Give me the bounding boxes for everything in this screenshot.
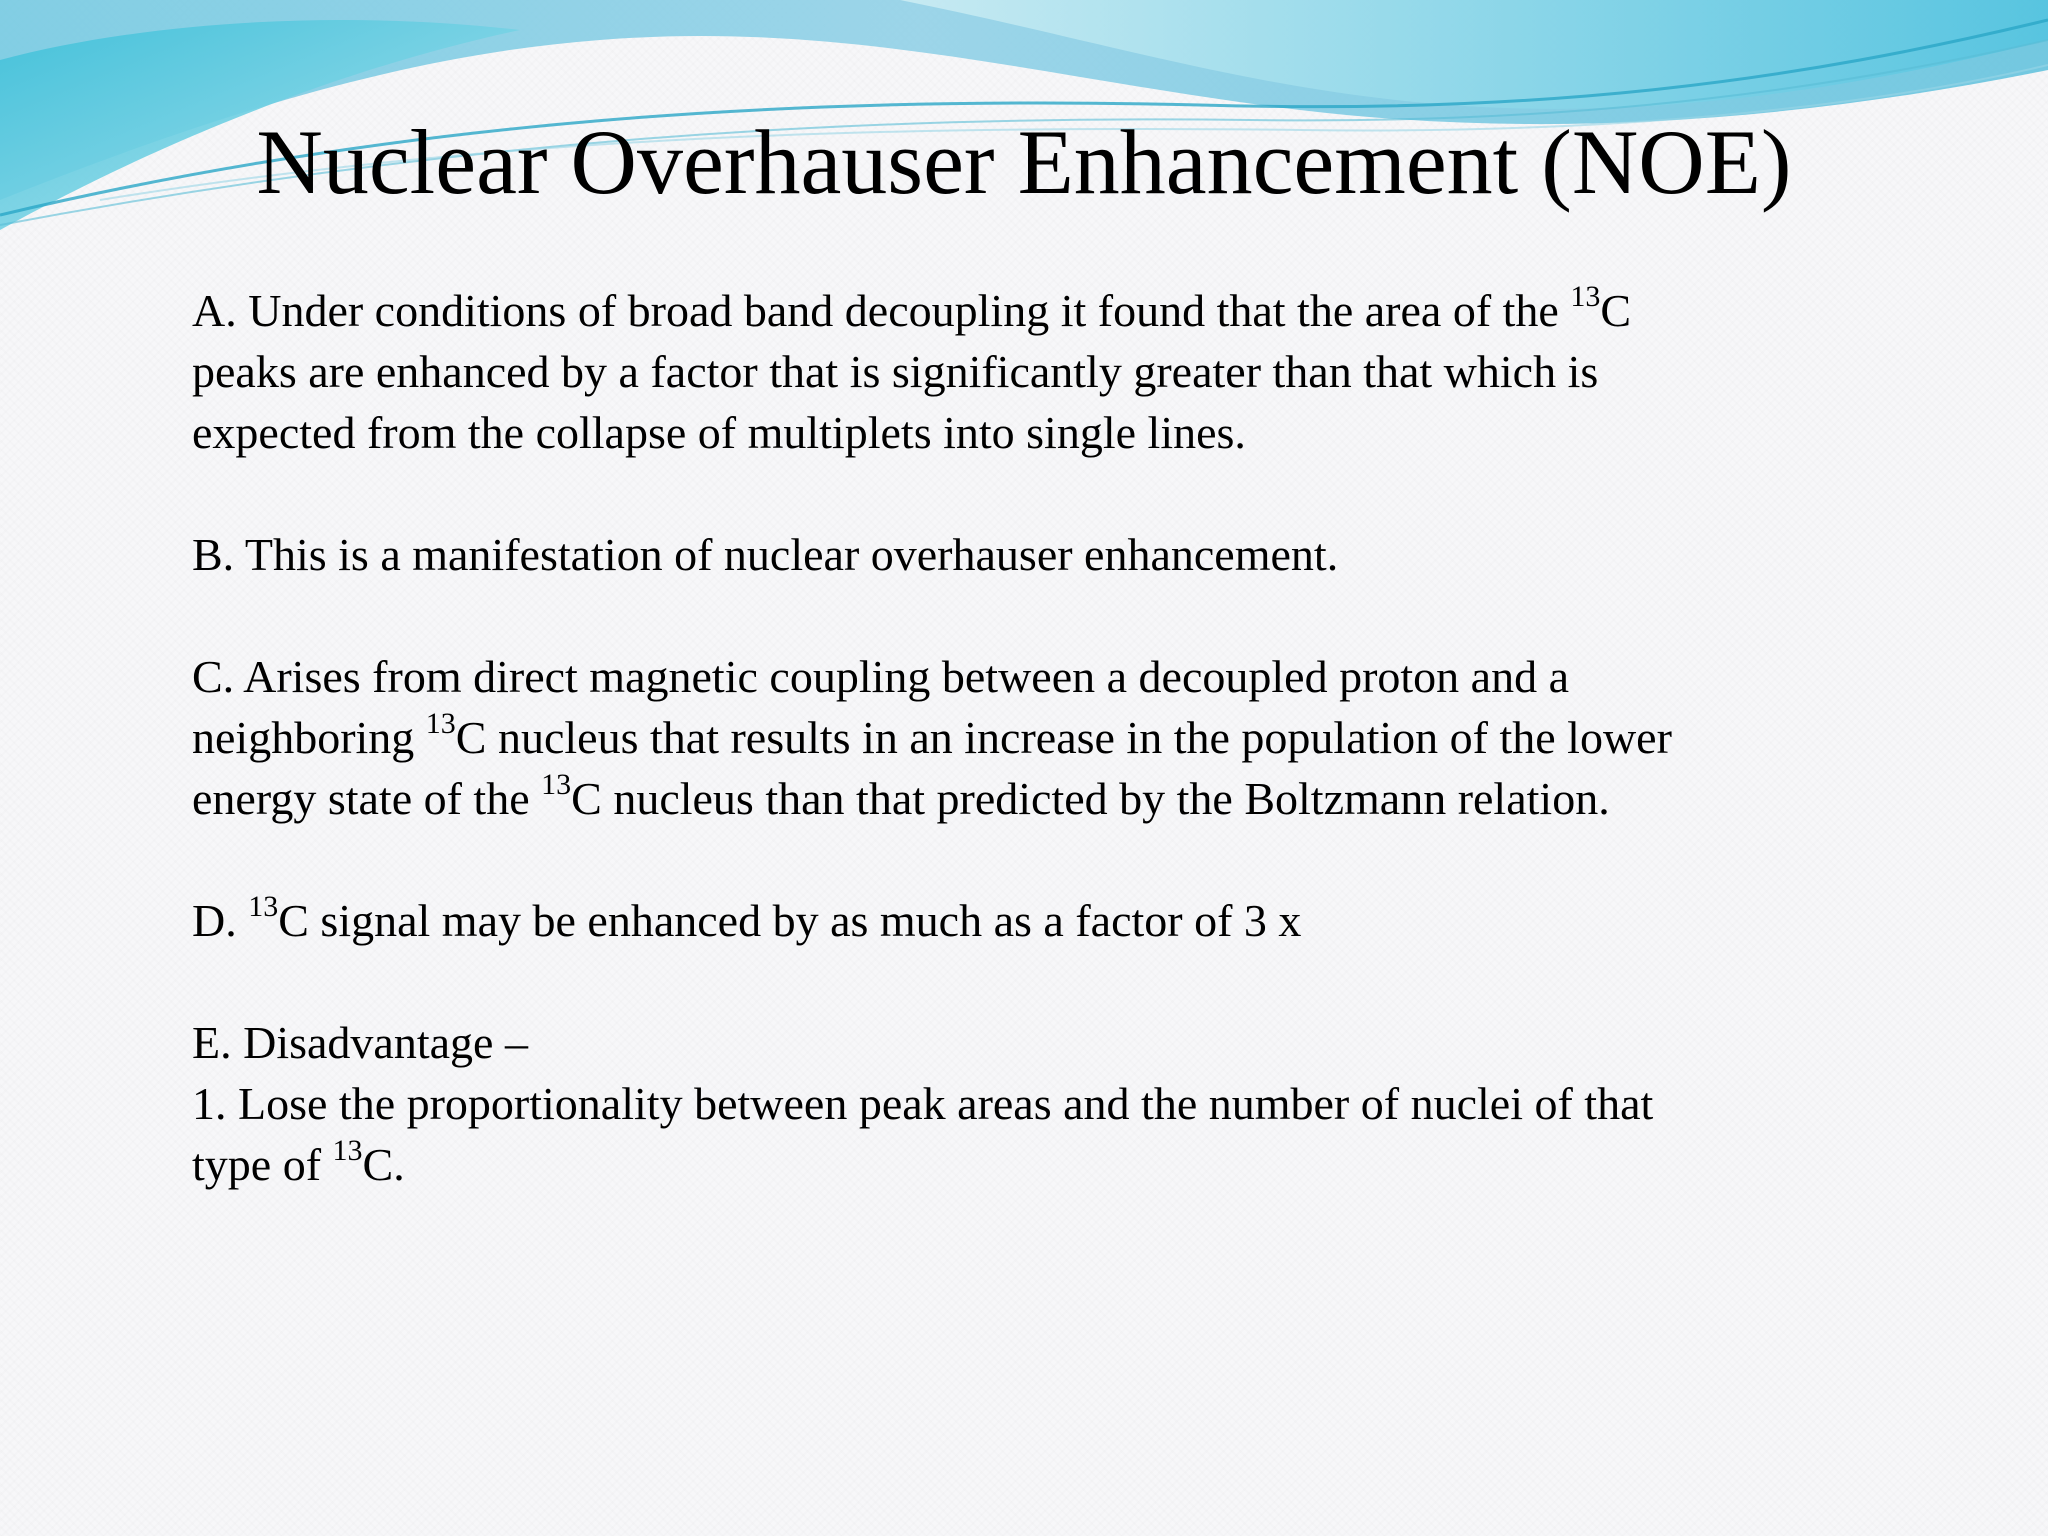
paragraph-c — [192, 646, 1912, 829]
paragraph-c-line-2: neighboring $^{13}$C nucleus that results in an increase in the population of the lower — [192, 706, 1672, 763]
paragraph-e-line-1: E. Disadvantage – — [192, 1017, 528, 1068]
paragraph-c-line-1: C. Arises from direct magnetic coupling between a decoupled proton and a — [192, 651, 1570, 702]
paragraph-b-line-1: B. This is a manifestation of nuclear overhauser enhancement. — [192, 529, 1339, 580]
paragraph-e — [192, 1012, 1912, 1195]
paragraph-e-line-2: 1. Lose the proportionality between peak areas and the number of nuclei of that — [192, 1078, 1654, 1129]
slide-body — [192, 280, 1912, 1195]
paragraph-a-line-1: A. Under conditions of broad band decoupling it found that the area of the $^{13}$C — [192, 279, 1632, 336]
slide-title: Nuclear Overhauser Enhancement (NOE) — [256, 111, 1792, 213]
paragraph-d-line-1: D. $^{13}$C signal may be enhanced by as much as a factor of 3 x — [192, 889, 1302, 946]
paragraph-a — [192, 280, 1912, 463]
paragraph-a-line-2: peaks are enhanced by a factor that is significantly greater than that which is — [192, 346, 1599, 397]
paragraph-d — [192, 890, 1912, 951]
paragraph-b — [192, 524, 1912, 585]
paragraph-e-line-3: type of $^{13}$C. — [192, 1133, 405, 1190]
paragraph-c-line-3: energy state of the $^{13}$C nucleus than that predicted by the Boltzmann relation. — [192, 767, 1610, 824]
paragraph-a-line-3: expected from the collapse of multiplets into single lines. — [192, 407, 1246, 458]
